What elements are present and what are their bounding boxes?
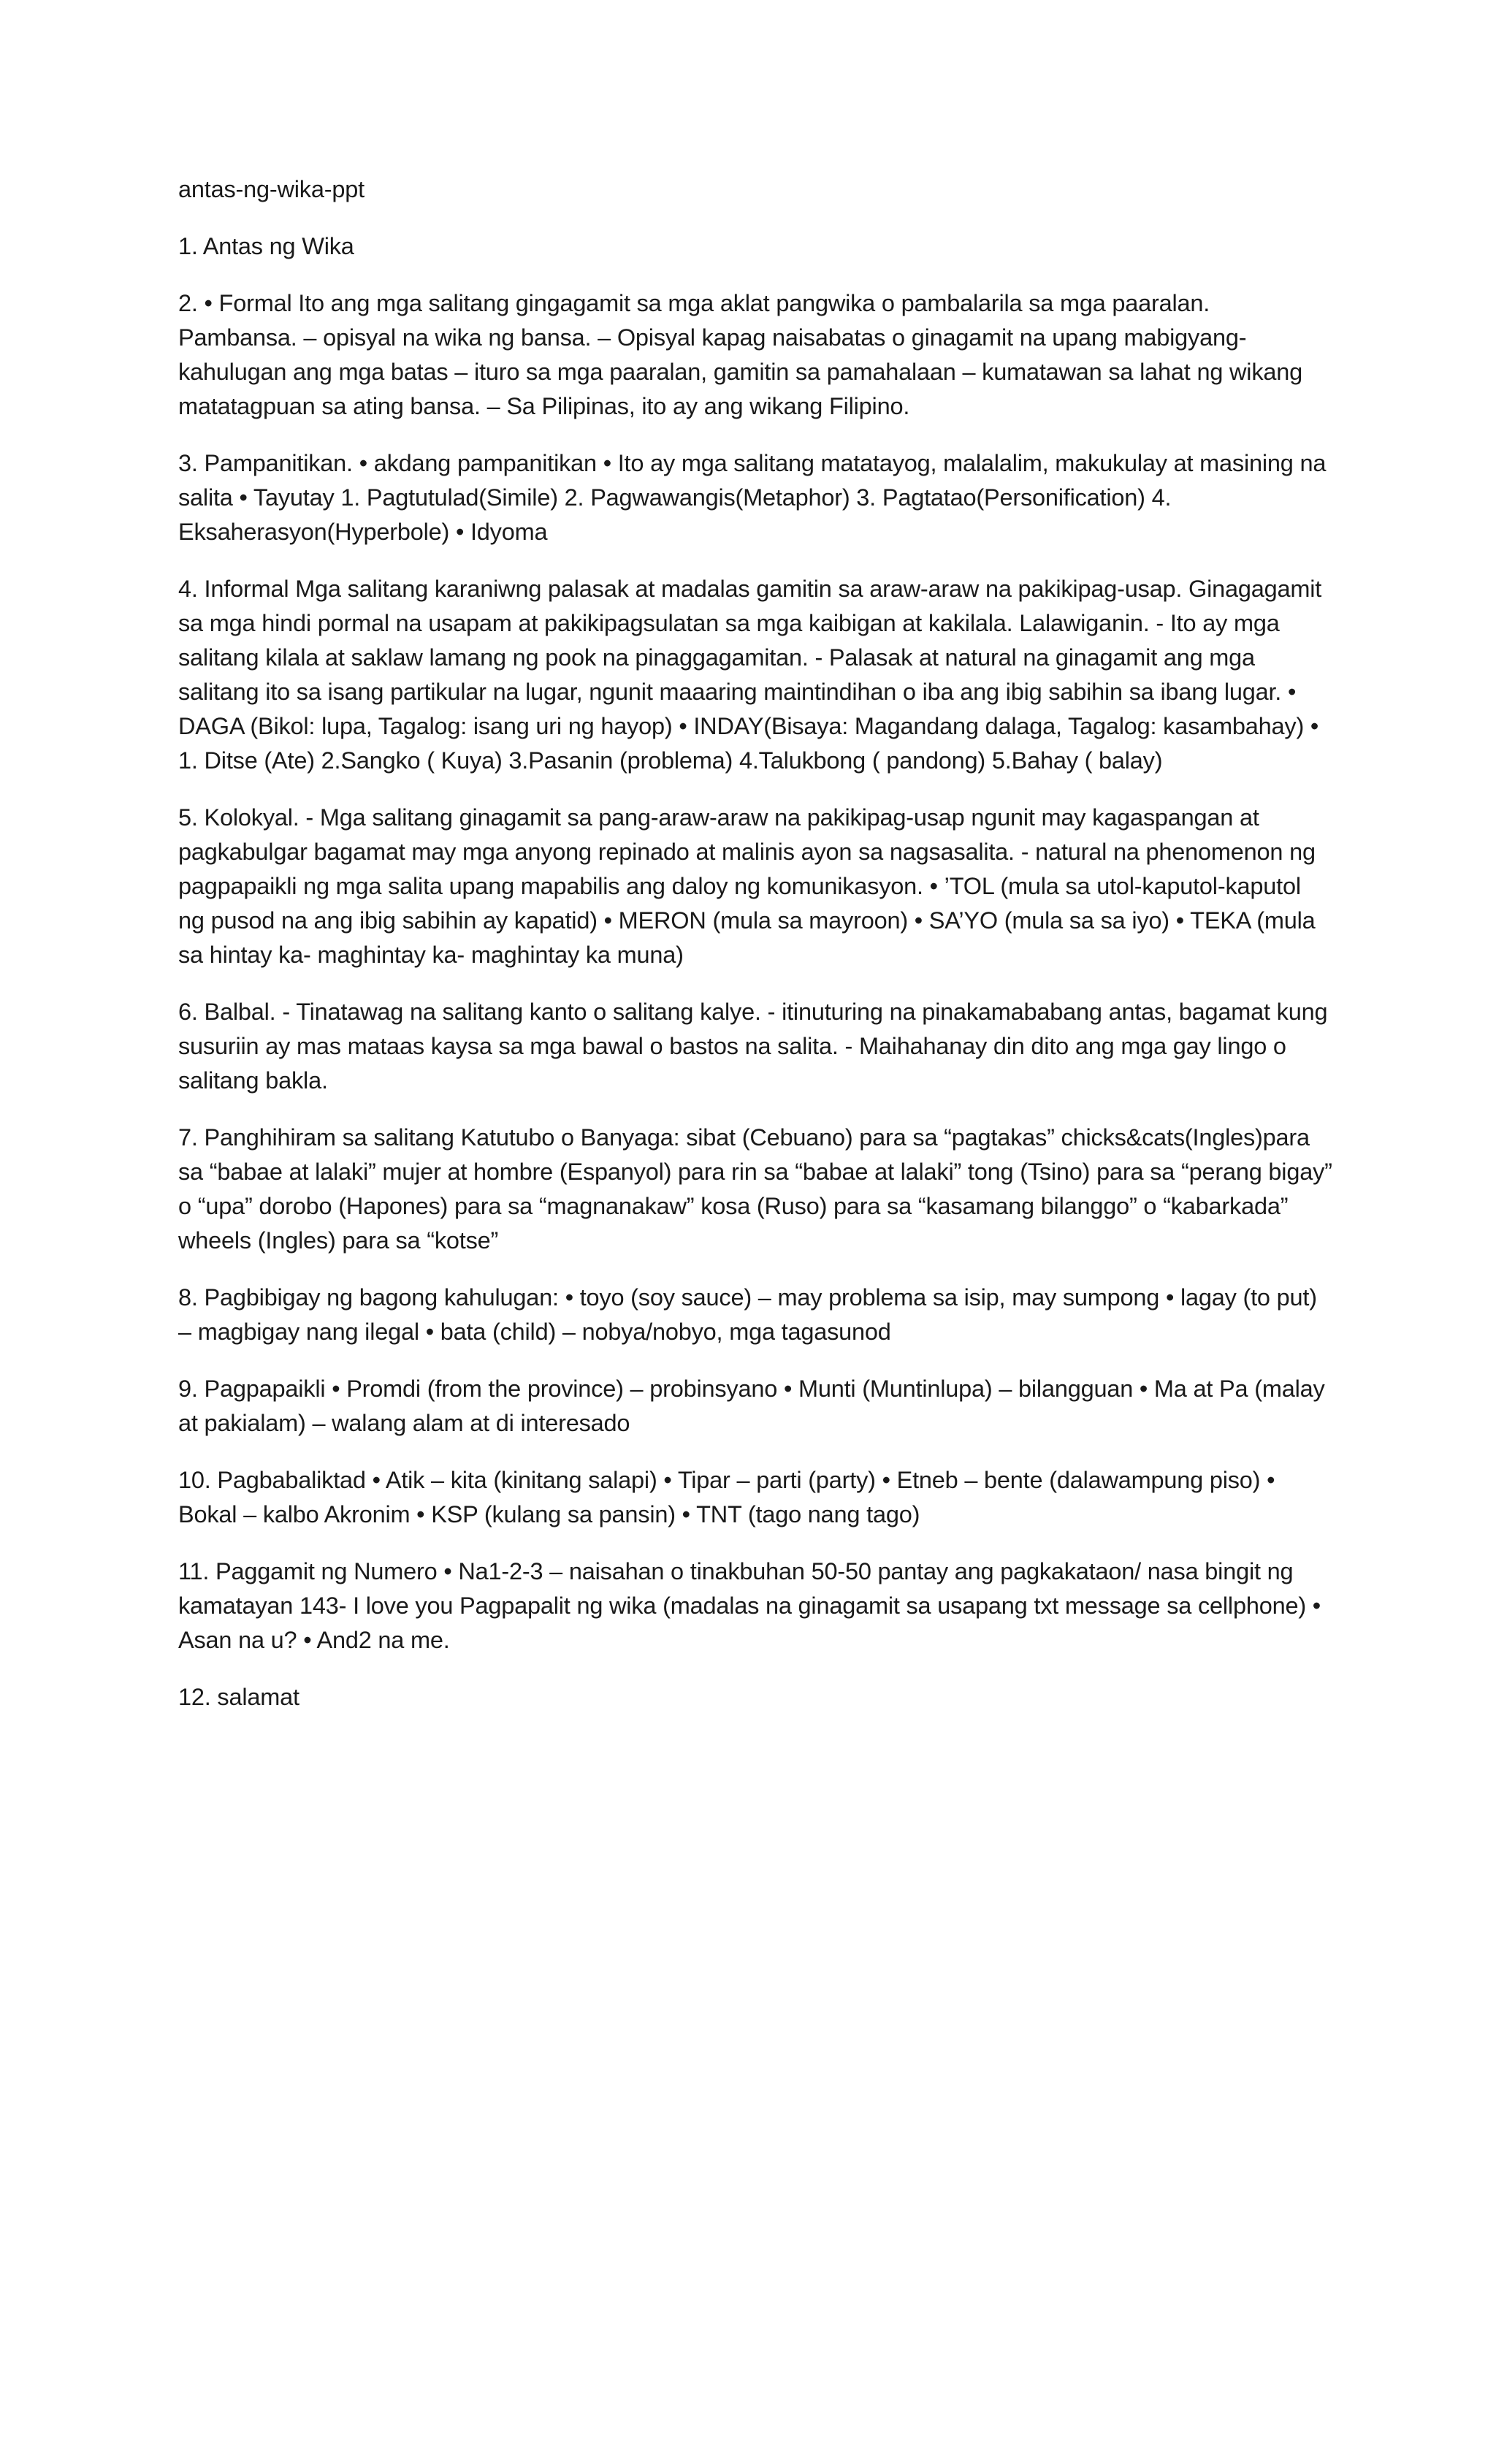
document-page — [178, 172, 1332, 1737]
document-title: antas-ng-wika-ppt — [178, 176, 365, 202]
slide-paragraph-8: 8. Pagbibigay ng bagong kahulugan: • toyo (soy sauce) – may problema sa isip, may sumpong • lagay (to put) – magbigay nang ilegal • bata (child) – nobya/nobyo, mga tagasunod — [178, 1284, 1317, 1345]
slide-paragraph-4: 4. Informal Mga salitang karaniwng palasak at madalas gamitin sa araw-araw na pakikipag-usap. Ginagagamit sa mga hindi pormal na usapam at pakikipagsulatan sa mga kaibigan at kakilala. Lalawiganin. - Ito ay mga salitang kilala at saklaw lamang ng pook na pinaggagamitan. - Palasak at natural na ginagamit ang mga salitang ito sa isang partikular na lugar, ngunit maaaring maintindihan o iba ang ibig sabihin sa ibang lugar. • DAGA (Bikol: lupa, Tagalog: isang uri ng hayop) • INDAY(Bisaya: Magandang dalaga, Tagalog: kasambahay) • 1. Ditse (Ate) 2.Sangko ( Kuya) 3.Pasanin (problema) 4.Talukbong ( pandong) 5.Bahay ( balay) — [178, 576, 1322, 774]
slide-paragraph-3: 3. Pampanitikan. • akdang pampanitikan • Ito ay mga salitang matatayog, malalalim, makukulay at masining na salita • Tayutay 1. Pagtutulad(Simile) 2. Pagwawangis(Metaphor) 3. Pagtatao(Personification) 4. Eksaherasyon(Hyperbole) • Idyoma — [178, 450, 1327, 545]
slide-paragraph-7: 7. Panghihiram sa salitang Katutubo o Banyaga: sibat (Cebuano) para sa “pagtakas” chicks&cats(Ingles)para sa “babae at lalaki” mujer at hombre (Espanyol) para rin sa “babae at lalaki” tong (Tsino) para sa “perang bigay” o “upa” dorobo (Hapones) para sa “magnanakaw” kosa (Ruso) para sa “kasamang bilanggo” o “kabarkada” wheels (Ingles) para sa “kotse” — [178, 1124, 1332, 1254]
slide-paragraph-5: 5. Kolokyal. - Mga salitang ginagamit sa pang-araw-araw na pakikipag-usap ngunit may kagaspangan at pagkabulgar bagamat may mga anyong repinado at malinis ayon sa nagsasalita. - natural na phenomenon ng pagpapaikli ng mga salita upang mapabilis ang daloy ng komunikasyon. • ’TOL (mula sa utol-kaputol-kaputol ng pusod na ang ibig sabihin ay kapatid) • MERON (mula sa mayroon) • SA’YO (mula sa sa iyo) • TEKA (mula sa hintay ka- maghintay ka- maghintay ka muna) — [178, 804, 1316, 968]
slide-paragraph-10: 10. Pagbabaliktad • Atik – kita (kinitang salapi) • Tipar – parti (party) • Etneb – bente (dalawampung piso) • Bokal – kalbo Akronim • KSP (kulang sa pansin) • TNT (tago nang tago) — [178, 1467, 1275, 1527]
slide-paragraph-2: 2. • Formal Ito ang mga salitang gingagamit sa mga aklat pangwika o pambalarila sa mga paaralan. Pambansa. – opisyal na wika ng bansa. – Opisyal kapag naisabatas o ginagamit na upang mabigyang-kahulugan ang mga batas – ituro sa mga paaralan, gamitin sa pamahalaan – kumatawan sa lahat ng wikang matatagpuan sa ating bansa. – Sa Pilipinas, ito ay ang wikang Filipino. — [178, 290, 1302, 419]
slide-paragraph-6: 6. Balbal. - Tinatawag na salitang kanto o salitang kalye. - itinuturing na pinakamababang antas, bagamat kung susuriin ay mas mataas kaysa sa mga bawal o bastos na salita. - Maihahanay din dito ang mga gay lingo o salitang bakla. — [178, 999, 1328, 1094]
slide-paragraph-11: 11. Paggamit ng Numero • Na1-2-3 – naisahan o tinakbuhan 50-50 pantay ang pagkakataon/ nasa bingit ng kamatayan 143- I love you Pagpapalit ng wika (madalas na ginagamit sa usapang txt message sa cellphone) • Asan na u? • And2 na me. — [178, 1558, 1321, 1653]
slide-paragraph-12: 12. salamat — [178, 1684, 299, 1710]
slide-paragraph-1: 1. Antas ng Wika — [178, 233, 354, 259]
slide-paragraph-9: 9. Pagpapaikli • Promdi (from the province) – probinsyano • Munti (Muntinlupa) – bilangguan • Ma at Pa (malay at pakialam) – walang alam at di interesado — [178, 1376, 1325, 1436]
